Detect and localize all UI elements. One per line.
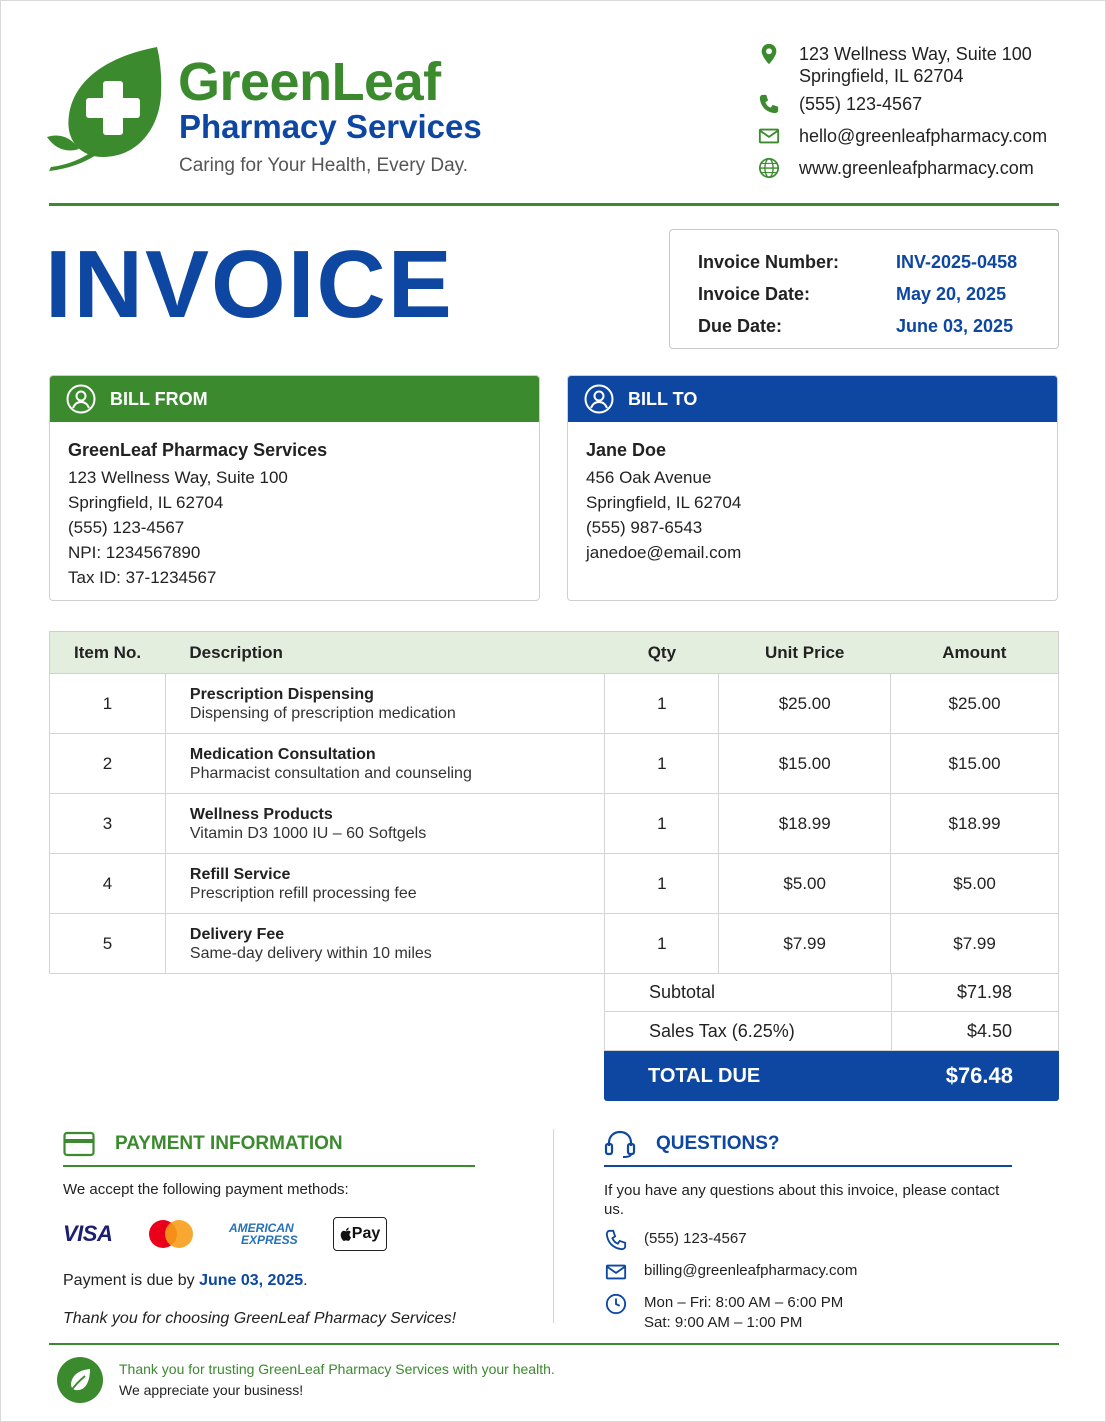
col-qty: Qty xyxy=(605,632,719,674)
brand-tagline: Caring for Your Health, Every Day. xyxy=(179,155,469,176)
item-title: Wellness Products xyxy=(189,805,333,823)
payment-due-suffix: . xyxy=(303,1272,308,1289)
questions-header xyxy=(604,1127,1012,1167)
subtotal-value: $71.98 xyxy=(956,981,1012,1002)
apple-icon xyxy=(340,1227,352,1241)
subtotal-row xyxy=(604,973,1059,1012)
item-no: 4 xyxy=(50,854,166,914)
invoice-number-row xyxy=(698,246,1030,278)
total-due-row xyxy=(604,1051,1059,1101)
brand-name: GreenLeaf xyxy=(178,52,441,112)
item-qty: 1 xyxy=(605,854,719,914)
item-qty: 1 xyxy=(605,914,719,974)
bill-to-header xyxy=(568,376,1057,422)
bill-to-line: 456 Oak Avenue xyxy=(586,468,712,487)
payment-info xyxy=(63,1127,475,1328)
table-header-row xyxy=(50,632,1059,674)
invoice-date: May 20, 2025 xyxy=(896,283,1007,304)
bill-from-line: Springfield, IL 62704 xyxy=(68,493,224,512)
total-due-label: TOTAL DUE xyxy=(648,1064,761,1087)
globe-icon xyxy=(757,157,781,179)
invoice-date-row xyxy=(698,278,1030,310)
footer-appreciation: We appreciate your business! xyxy=(119,1382,304,1398)
contact-address-line1: 123 Wellness Way, Suite 100 xyxy=(799,44,1032,64)
bill-from-body xyxy=(50,422,539,601)
bill-from-line: 123 Wellness Way, Suite 100 xyxy=(68,468,288,487)
bill-to-panel xyxy=(567,375,1058,601)
contact-phone-text: (555) 123-4567 xyxy=(799,94,923,114)
invoice-number: INV-2025-0458 xyxy=(896,251,1018,272)
invoice-number-label: Invoice Number: xyxy=(698,251,840,272)
item-description xyxy=(165,734,605,794)
due-date-label: Due Date: xyxy=(698,315,783,336)
invoice-title: INVOICE xyxy=(45,231,454,338)
bill-to-line: (555) 987-6543 xyxy=(586,518,703,537)
item-amount: $7.99 xyxy=(891,914,1059,974)
table-row xyxy=(50,674,1059,734)
contact-email-text[interactable]: hello@greenleafpharmacy.com xyxy=(799,126,1048,146)
item-title: Prescription Dispensing xyxy=(189,685,374,703)
item-amount: $5.00 xyxy=(891,854,1059,914)
item-no: 2 xyxy=(50,734,166,794)
tax-row xyxy=(604,1012,1059,1051)
invoice-meta xyxy=(669,229,1059,349)
questions-intro: If you have any questions about this invoice, please contact us. xyxy=(604,1182,1000,1218)
bill-to-line: janedoe@email.com xyxy=(586,543,742,562)
section-divider xyxy=(553,1129,554,1323)
bill-to-heading: BILL TO xyxy=(628,388,698,409)
questions-phone xyxy=(604,1229,1012,1251)
payment-due-date: June 03, 2025 xyxy=(199,1272,304,1289)
table-row xyxy=(50,794,1059,854)
leaf-badge-icon xyxy=(57,1357,103,1403)
col-item-no: Item No. xyxy=(50,632,166,674)
item-no: 5 xyxy=(50,914,166,974)
questions-email-text[interactable]: billing@greenleafpharmacy.com xyxy=(644,1262,858,1279)
footer-divider xyxy=(49,1343,1059,1345)
payment-heading: PAYMENT INFORMATION xyxy=(115,1133,343,1154)
item-detail: Vitamin D3 1000 IU – 60 Softgels xyxy=(189,824,427,842)
amex-line2: EXPRESS xyxy=(241,1233,298,1247)
invoice-date-label: Invoice Date: xyxy=(698,283,811,304)
item-amount: $18.99 xyxy=(891,794,1059,854)
item-unit-price: $25.00 xyxy=(719,674,891,734)
contact-phone xyxy=(757,93,1087,115)
brand-subtitle: Pharmacy Services xyxy=(179,108,482,145)
item-amount: $15.00 xyxy=(891,734,1059,794)
bill-from-line: (555) 123-4567 xyxy=(68,518,185,537)
item-title: Refill Service xyxy=(189,865,291,883)
bill-from-header xyxy=(50,376,539,422)
item-unit-price: $5.00 xyxy=(719,854,891,914)
item-detail: Prescription refill processing fee xyxy=(189,884,417,902)
item-unit-price: $18.99 xyxy=(719,794,891,854)
contact-address xyxy=(757,43,1087,87)
clock-icon xyxy=(604,1293,628,1315)
questions-heading: QUESTIONS? xyxy=(656,1133,780,1154)
header-contact xyxy=(757,43,1087,189)
item-description xyxy=(165,794,605,854)
envelope-icon xyxy=(757,125,781,147)
user-circle-icon xyxy=(66,384,96,414)
payment-due-text xyxy=(63,1272,475,1290)
bill-from-panel xyxy=(49,375,540,601)
questions-phone-text: (555) 123-4567 xyxy=(644,1230,747,1247)
header-divider xyxy=(49,203,1059,206)
apple-pay-text: Pay xyxy=(351,1225,381,1242)
item-unit-price: $15.00 xyxy=(719,734,891,794)
envelope-icon xyxy=(604,1261,628,1283)
questions-hours-weekday: Mon – Fri: 8:00 AM – 6:00 PM xyxy=(644,1294,844,1311)
bill-from-line: Tax ID: 37-1234567 xyxy=(68,568,217,587)
questions-email xyxy=(604,1261,1012,1283)
payment-methods xyxy=(63,1216,475,1252)
bill-from-name: GreenLeaf Pharmacy Services xyxy=(68,440,328,460)
contact-website-text[interactable]: www.greenleafpharmacy.com xyxy=(799,158,1034,178)
table-row xyxy=(50,854,1059,914)
payment-thanks: Thank you for choosing GreenLeaf Pharmacy Services! xyxy=(63,1310,457,1327)
bill-to-name: Jane Doe xyxy=(586,440,667,460)
tax-value: $4.50 xyxy=(966,1020,1012,1041)
due-date-row xyxy=(698,310,1030,342)
col-amount: Amount xyxy=(891,632,1059,674)
bill-from-line: NPI: 1234567890 xyxy=(68,543,201,562)
item-no: 1 xyxy=(50,674,166,734)
table-row xyxy=(50,914,1059,974)
contact-email xyxy=(757,125,1087,147)
due-date: June 03, 2025 xyxy=(896,315,1014,336)
phone-icon xyxy=(757,93,781,115)
contact-website xyxy=(757,157,1087,179)
visa-logo-icon: VISA xyxy=(63,1221,113,1246)
credit-card-icon xyxy=(63,1130,95,1158)
item-no: 3 xyxy=(50,794,166,854)
totals-block xyxy=(604,973,1059,1101)
item-detail: Pharmacist consultation and counseling xyxy=(189,764,472,782)
questions-section xyxy=(604,1127,1012,1333)
payment-header xyxy=(63,1127,475,1167)
item-detail: Dispensing of prescription medication xyxy=(189,704,456,722)
location-pin-icon xyxy=(757,43,781,65)
greenleaf-logo-icon xyxy=(45,45,163,175)
table-row xyxy=(50,734,1059,794)
item-title: Delivery Fee xyxy=(189,925,285,943)
payment-accept-text: We accept the following payment methods: xyxy=(63,1181,349,1198)
apple-pay-logo-icon xyxy=(333,1217,387,1251)
tax-label: Sales Tax (6.25%) xyxy=(605,1012,892,1050)
headset-icon xyxy=(604,1130,636,1158)
item-qty: 1 xyxy=(605,734,719,794)
item-amount: $25.00 xyxy=(891,674,1059,734)
payment-due-prefix: Payment is due by xyxy=(63,1272,200,1289)
amex-logo-icon xyxy=(229,1222,333,1246)
item-description xyxy=(165,674,605,734)
user-circle-icon xyxy=(584,384,614,414)
subtotal-label: Subtotal xyxy=(605,973,892,1011)
item-detail: Same-day delivery within 10 miles xyxy=(189,944,432,962)
bill-from-heading: BILL FROM xyxy=(110,388,208,409)
line-items-table xyxy=(49,631,1059,974)
total-due-value: $76.48 xyxy=(945,1063,1013,1088)
phone-icon xyxy=(604,1229,628,1251)
item-unit-price: $7.99 xyxy=(719,914,891,974)
bill-to-body xyxy=(568,422,1057,581)
contact-address-line2: Springfield, IL 62704 xyxy=(799,66,964,86)
mastercard-logo-icon xyxy=(147,1219,195,1249)
footer-thanks: Thank you for trusting GreenLeaf Pharmacy Services with your health. xyxy=(119,1361,555,1377)
questions-hours-saturday: Sat: 9:00 AM – 1:00 PM xyxy=(644,1314,803,1331)
amex-line1: AMERICAN xyxy=(229,1221,294,1235)
item-title: Medication Consultation xyxy=(189,745,376,763)
item-qty: 1 xyxy=(605,674,719,734)
col-description: Description xyxy=(165,632,605,674)
questions-hours xyxy=(604,1293,1012,1333)
bill-to-line: Springfield, IL 62704 xyxy=(586,493,742,512)
item-description xyxy=(165,914,605,974)
col-unit-price: Unit Price xyxy=(719,632,891,674)
item-qty: 1 xyxy=(605,794,719,854)
item-description xyxy=(165,854,605,914)
